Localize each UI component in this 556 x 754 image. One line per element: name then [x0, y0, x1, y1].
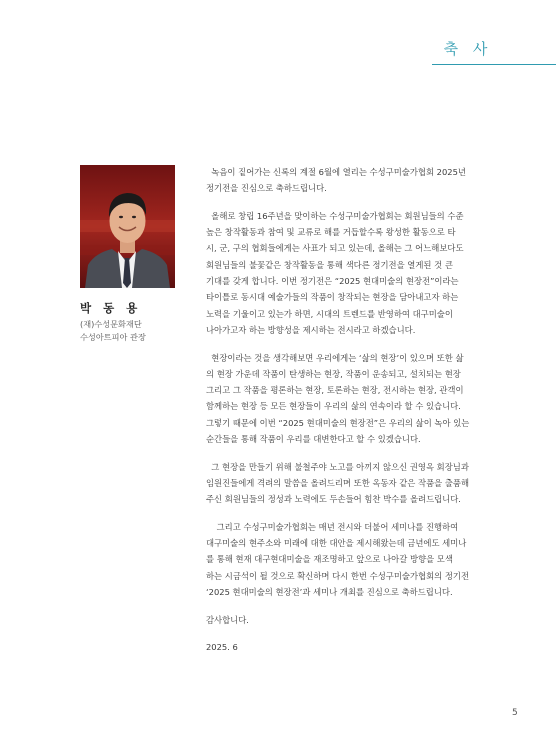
author-portrait — [80, 165, 175, 288]
paragraph-line: ‘2025 현대미술의 현장전’과 세미나 개최를 진심으로 축하드립니다. — [206, 587, 453, 598]
page-heading: 축 사 — [443, 40, 493, 58]
paragraph-line: 노력을 기울이고 있는가 하면, 시대의 트렌드를 반영하여 대구미술이 — [206, 308, 453, 319]
paragraph-line: 타이틀로 동시대 예술가들의 작품이 창작되는 현장을 담아내고자 하는 — [206, 292, 459, 303]
paragraph-line: 그렇기 때문에 이번 “2025 현대미술의 현장전”은 우리의 삶이 녹아 있는 — [206, 417, 470, 428]
paragraph-line: 2025. 6 — [206, 642, 238, 653]
paragraph-spacer — [206, 600, 480, 611]
paragraph-line: 함께하는 현장 등 모든 현장들이 우리의 삶의 연속이라 할 수 있습니다. — [206, 401, 461, 412]
paragraph-line: 회원님들의 불꽃같은 창작활동을 통해 색다른 정기전을 열게된 것 큰 — [206, 259, 453, 270]
paragraph-line: 기대를 갖게 합니다. 이번 정기전은 “2025 현대미술의 현장전”이라는 — [206, 276, 459, 287]
paragraph-spacer — [206, 628, 480, 639]
paragraph-line: 대구미술의 현주소와 미래에 대한 대안을 제시해왔는데 금년에도 세미나 — [206, 538, 467, 549]
paragraph-line: 순간들을 통해 작품이 우리를 대변한다고 할 수 있겠습니다. — [206, 434, 421, 445]
paragraph-line: 하는 시금석이 될 것으로 확신하며 다시 한번 수성구미술가협회의 정기전 — [206, 570, 470, 581]
paragraph-line: 시, 군, 구의 협회들에게는 사표가 되고 있는데, 올해는 그 어느해보다도 — [206, 243, 464, 254]
paragraph-line: 임원진들에게 격려의 말씀을 올려드리며 또한 옥동자 같은 작품을 출품해 — [206, 477, 470, 488]
paragraph-line: 를 통해 현재 대구현대미술을 재조명하고 앞으로 나아갈 방향을 모색 — [206, 554, 453, 565]
paragraph-line: 정기전을 진심으로 축하드립니다. — [206, 183, 327, 194]
paragraph-line: 의 현장 가운데 작품이 탄생하는 현장, 작품이 운송되고, 설치되는 현장 — [206, 368, 461, 379]
author-affiliation-foundation: (재)수성문화재단 — [80, 319, 142, 329]
paragraph-line: 올해로 창립 16주년을 맞이하는 수성구미술가협회는 회원님들의 수준 — [206, 210, 464, 221]
paragraph-line: 감사합니다. — [206, 614, 249, 625]
portrait-image — [80, 165, 175, 288]
paragraph-line: 그리고 그 작품을 평론하는 현장, 토론하는 현장, 전시하는 현장, 관객이 — [206, 385, 464, 396]
paragraph-line: 그 현장을 만들기 위해 불철주야 노고를 아끼지 않으신 권영옥 회장님과 — [206, 461, 469, 472]
author-name: 박 동 용 — [80, 301, 142, 315]
paragraph-spacer — [206, 447, 480, 458]
paragraph-line: 현장이라는 것을 생각해보면 우리에게는 ‘삶의 현장’이 있으며 또한 삶 — [206, 352, 464, 363]
congratulatory-message — [206, 164, 480, 656]
page-number: 5 — [512, 708, 518, 718]
paragraph-spacer — [206, 338, 480, 349]
paragraph-spacer — [206, 197, 480, 208]
paragraph-line: 녹음이 짙어가는 신록의 계절 6월에 열리는 수성구미술가협회 2025년 — [206, 167, 466, 177]
paragraph-line: 주신 회원님들의 정성과 노력에도 두손들어 힘찬 박수를 올려드립니다. — [206, 494, 461, 505]
author-affiliation-title: 수성아트피아 관장 — [80, 332, 146, 342]
heading-underline — [432, 64, 556, 65]
paragraph-line: 높은 창작활동과 참여 및 교류로 해를 거듭할수록 왕성한 활동으로 타 — [206, 227, 456, 238]
paragraph-spacer — [206, 508, 480, 519]
paragraph-line: 그리고 수성구미술가협회는 매년 전시와 더불어 세미나를 진행하여 — [206, 521, 459, 532]
paragraph-line: 나아가고자 하는 방향성을 제시하는 전시라고 하겠습니다. — [206, 324, 416, 335]
